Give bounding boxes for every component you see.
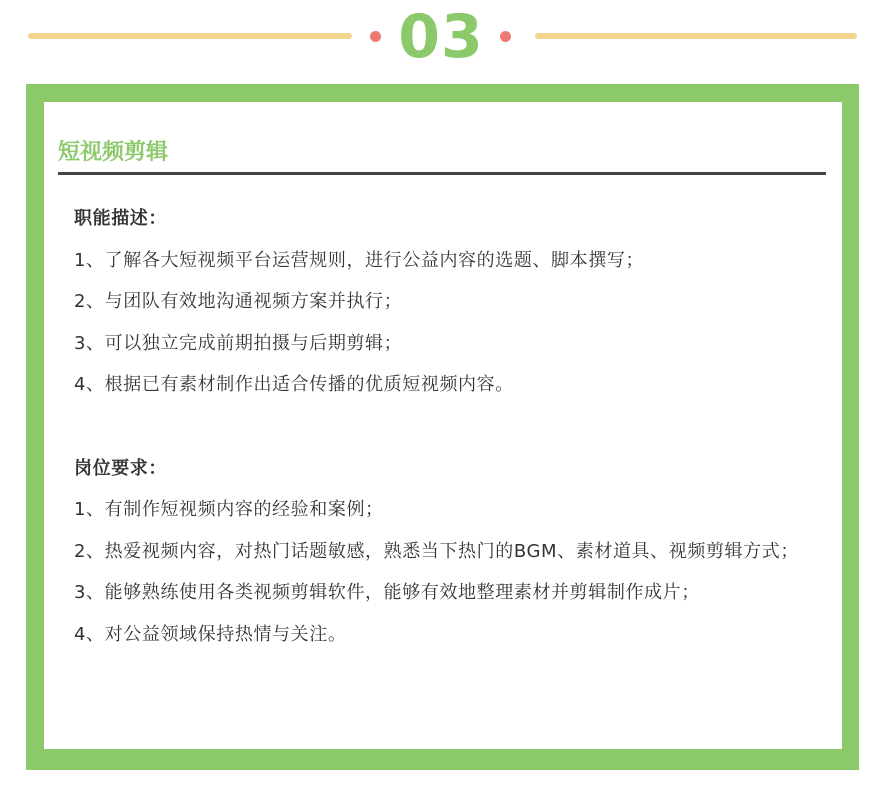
right-decorative-rule — [535, 33, 857, 39]
requirement-item: 3、能够熟练使用各类视频剪辑软件，能够有效地整理素材并剪辑制作成片； — [74, 582, 700, 603]
section-header — [0, 0, 882, 80]
requirement-item: 2、热爱视频内容，对热门话题敏感，熟悉当下热门的BGM、素材道具、视频剪辑方式； — [74, 540, 799, 562]
right-decorative-dot — [500, 31, 511, 42]
requirement-item: 4、对公益领域保持热情与关注。 — [74, 623, 347, 645]
job-card — [44, 102, 842, 749]
section-spacer — [74, 406, 814, 448]
title-underline — [58, 172, 826, 175]
left-decorative-rule — [28, 33, 352, 39]
duty-item: 1、了解各大短视频平台运营规则，进行公益内容的选题、脚本撰写； — [74, 249, 645, 271]
duty-item: 2、与团队有效地沟通视频方案并执行； — [74, 291, 403, 312]
left-decorative-dot — [370, 31, 381, 42]
requirements-heading: 岗位要求： — [74, 457, 167, 479]
job-title: 短视频剪辑 — [58, 140, 169, 165]
duties-heading: 职能描述： — [74, 208, 167, 229]
requirement-item: 1、有制作短视频内容的经验和案例； — [74, 499, 384, 520]
job-description-body — [74, 198, 814, 655]
duty-item: 4、根据已有素材制作出适合传播的优质短视频内容。 — [74, 374, 514, 395]
section-number: 03 — [398, 2, 484, 72]
duty-item: 3、可以独立完成前期拍摄与后期剪辑； — [74, 332, 403, 354]
job-card-frame — [26, 84, 859, 770]
